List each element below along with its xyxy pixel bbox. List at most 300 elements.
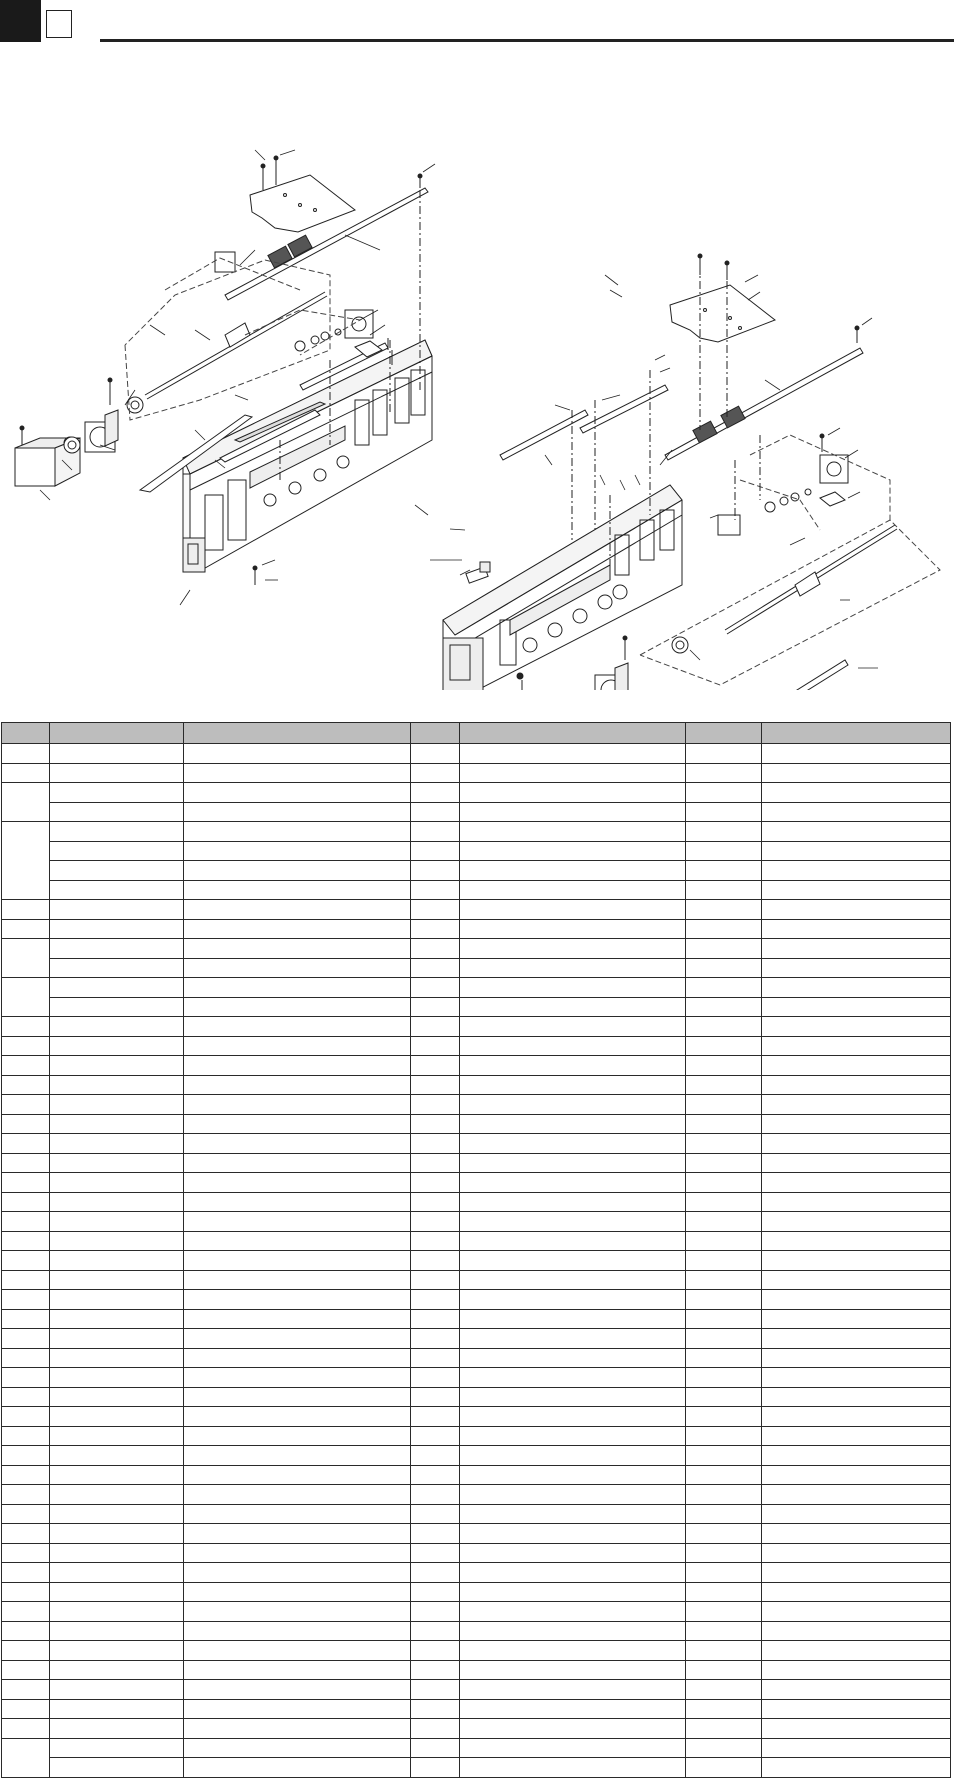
table-cell bbox=[184, 958, 411, 978]
table-cell bbox=[762, 1017, 951, 1037]
table-row bbox=[2, 1290, 951, 1310]
table-cell bbox=[460, 1485, 686, 1505]
table-cell bbox=[50, 1563, 184, 1583]
table-cell bbox=[50, 1446, 184, 1466]
table-cell bbox=[686, 880, 762, 900]
table-cell bbox=[686, 1426, 762, 1446]
table-cell bbox=[184, 1719, 411, 1739]
table-cell bbox=[2, 1524, 50, 1544]
table-cell bbox=[460, 1582, 686, 1602]
table-cell bbox=[50, 1368, 184, 1388]
right-motor-mount bbox=[595, 663, 628, 690]
table-cell bbox=[686, 1056, 762, 1076]
table-cell bbox=[460, 1290, 686, 1310]
table-row bbox=[2, 1114, 951, 1134]
table-cell bbox=[460, 1680, 686, 1700]
table-cell bbox=[762, 939, 951, 959]
table-cell bbox=[2, 1173, 50, 1193]
right-nut-bracket bbox=[718, 515, 740, 535]
table-cell bbox=[460, 1114, 686, 1134]
table-cell bbox=[460, 900, 686, 920]
table-cell bbox=[50, 900, 184, 920]
table-cell bbox=[411, 1173, 460, 1193]
table-cell bbox=[460, 802, 686, 822]
table-cell bbox=[184, 1758, 411, 1778]
table-row bbox=[2, 1192, 951, 1212]
table-row bbox=[2, 1621, 951, 1641]
table-cell bbox=[762, 1270, 951, 1290]
table-cell bbox=[411, 978, 460, 998]
table-cell bbox=[460, 841, 686, 861]
table-cell bbox=[460, 1095, 686, 1115]
table-cell bbox=[2, 1699, 50, 1719]
table-cell bbox=[411, 1504, 460, 1524]
table-cell bbox=[50, 1095, 184, 1115]
table-cell bbox=[184, 822, 411, 842]
table-row bbox=[2, 1641, 951, 1661]
table-cell bbox=[460, 1621, 686, 1641]
table-cell bbox=[50, 1134, 184, 1154]
table-cell bbox=[762, 1075, 951, 1095]
table-cell bbox=[762, 880, 951, 900]
table-cell bbox=[686, 1465, 762, 1485]
table-cell bbox=[184, 1114, 411, 1134]
table-cell bbox=[184, 1543, 411, 1563]
table-cell bbox=[762, 919, 951, 939]
header-rule bbox=[100, 39, 954, 42]
table-cell bbox=[762, 1309, 951, 1329]
table-cell bbox=[184, 1270, 411, 1290]
table-cell bbox=[762, 1407, 951, 1427]
table-cell bbox=[762, 822, 951, 842]
column-header bbox=[50, 723, 184, 744]
table-cell bbox=[184, 1309, 411, 1329]
left-coupling bbox=[64, 437, 80, 453]
table-cell bbox=[50, 1017, 184, 1037]
table-cell bbox=[411, 1680, 460, 1700]
table-cell bbox=[460, 1056, 686, 1076]
table-cell bbox=[50, 1680, 184, 1700]
table-cell bbox=[686, 1543, 762, 1563]
table-cell bbox=[2, 919, 50, 939]
table-cell bbox=[411, 1738, 460, 1758]
table-cell bbox=[184, 919, 411, 939]
table-cell bbox=[762, 1719, 951, 1739]
table-cell bbox=[762, 1465, 951, 1485]
table-cell bbox=[184, 1407, 411, 1427]
table-cell bbox=[762, 1212, 951, 1232]
table-cell bbox=[460, 958, 686, 978]
table-cell bbox=[460, 1134, 686, 1154]
table-cell bbox=[2, 1290, 50, 1310]
table-row bbox=[2, 1387, 951, 1407]
table-cell bbox=[50, 1621, 184, 1641]
table-cell bbox=[762, 1504, 951, 1524]
left-nut-bracket bbox=[215, 252, 235, 272]
table-cell bbox=[50, 1719, 184, 1739]
table-row bbox=[2, 1602, 951, 1622]
table-cell bbox=[686, 802, 762, 822]
table-cell bbox=[184, 861, 411, 881]
table-cell bbox=[2, 1212, 50, 1232]
table-row bbox=[2, 1095, 951, 1115]
table-cell bbox=[184, 1602, 411, 1622]
table-row bbox=[2, 841, 951, 861]
table-cell bbox=[762, 978, 951, 998]
table-cell bbox=[411, 1192, 460, 1212]
table-cell bbox=[50, 1290, 184, 1310]
table-cell bbox=[686, 1017, 762, 1037]
table-cell bbox=[686, 958, 762, 978]
right-upper-linear-guide bbox=[665, 348, 863, 460]
table-cell bbox=[762, 1602, 951, 1622]
column-header bbox=[184, 723, 411, 744]
table-cell bbox=[184, 1465, 411, 1485]
table-cell bbox=[184, 1660, 411, 1680]
table-row bbox=[2, 822, 951, 842]
table-cell bbox=[762, 841, 951, 861]
table-row bbox=[2, 1426, 951, 1446]
table-cell bbox=[762, 900, 951, 920]
table-cell bbox=[50, 802, 184, 822]
table-cell bbox=[762, 1231, 951, 1251]
table-cell bbox=[2, 1368, 50, 1388]
table-cell bbox=[411, 1270, 460, 1290]
table-cell bbox=[460, 1212, 686, 1232]
table-cell bbox=[686, 1348, 762, 1368]
table-row bbox=[2, 958, 951, 978]
table-row bbox=[2, 1524, 951, 1544]
table-cell bbox=[2, 1446, 50, 1466]
table-cell bbox=[686, 1309, 762, 1329]
table-cell bbox=[2, 1348, 50, 1368]
table-cell bbox=[411, 763, 460, 783]
table-cell bbox=[50, 1738, 184, 1758]
table-cell bbox=[686, 1602, 762, 1622]
table-cell bbox=[762, 1582, 951, 1602]
table-cell bbox=[762, 1290, 951, 1310]
table-cell bbox=[686, 1387, 762, 1407]
table-cell bbox=[460, 1368, 686, 1388]
table-cell bbox=[2, 744, 50, 764]
section-marker-block bbox=[0, 0, 41, 42]
table-cell bbox=[411, 1251, 460, 1271]
table-cell bbox=[762, 997, 951, 1017]
table-cell bbox=[762, 861, 951, 881]
table-cell bbox=[411, 919, 460, 939]
table-cell bbox=[460, 1602, 686, 1622]
table-cell bbox=[686, 1699, 762, 1719]
table-cell bbox=[2, 1621, 50, 1641]
table-cell bbox=[184, 1153, 411, 1173]
table-row bbox=[2, 1660, 951, 1680]
table-cell bbox=[50, 822, 184, 842]
table-cell bbox=[460, 1075, 686, 1095]
table-cell bbox=[686, 1621, 762, 1641]
table-cell bbox=[686, 978, 762, 998]
table-cell bbox=[2, 763, 50, 783]
table-row bbox=[2, 1231, 951, 1251]
table-cell bbox=[50, 997, 184, 1017]
table-row bbox=[2, 763, 951, 783]
table-row bbox=[2, 1309, 951, 1329]
table-cell bbox=[762, 763, 951, 783]
table-cell bbox=[50, 1387, 184, 1407]
table-row bbox=[2, 1680, 951, 1700]
table-row bbox=[2, 919, 951, 939]
table-cell bbox=[184, 1290, 411, 1310]
table-cell bbox=[184, 978, 411, 998]
table-cell bbox=[686, 1641, 762, 1661]
table-cell bbox=[50, 1192, 184, 1212]
table-cell bbox=[460, 1719, 686, 1739]
table-cell bbox=[686, 841, 762, 861]
table-cell bbox=[686, 1368, 762, 1388]
table-cell bbox=[411, 997, 460, 1017]
table-cell bbox=[50, 1348, 184, 1368]
table-cell bbox=[411, 1329, 460, 1349]
table-cell bbox=[686, 939, 762, 959]
table-cell bbox=[50, 1270, 184, 1290]
column-header bbox=[2, 723, 50, 744]
table-row bbox=[2, 1738, 951, 1758]
table-cell bbox=[50, 861, 184, 881]
table-row bbox=[2, 1075, 951, 1095]
table-cell bbox=[762, 1056, 951, 1076]
table-cell bbox=[411, 1719, 460, 1739]
table-cell bbox=[762, 1680, 951, 1700]
right-base-frame bbox=[443, 485, 682, 690]
table-cell bbox=[50, 939, 184, 959]
table-row bbox=[2, 1582, 951, 1602]
table-cell bbox=[50, 1699, 184, 1719]
table-cell bbox=[460, 997, 686, 1017]
table-cell bbox=[184, 1446, 411, 1466]
table-row bbox=[2, 1329, 951, 1349]
table-cell bbox=[184, 1504, 411, 1524]
table-cell bbox=[50, 1660, 184, 1680]
table-cell bbox=[460, 1329, 686, 1349]
table-cell bbox=[50, 978, 184, 998]
table-cell bbox=[411, 802, 460, 822]
table-cell bbox=[50, 1231, 184, 1251]
table-cell bbox=[184, 763, 411, 783]
table-cell bbox=[184, 1738, 411, 1758]
table-cell bbox=[762, 1758, 951, 1778]
table-cell bbox=[184, 1387, 411, 1407]
table-cell bbox=[460, 1543, 686, 1563]
table-cell bbox=[411, 1621, 460, 1641]
table-cell bbox=[184, 1348, 411, 1368]
table-cell bbox=[460, 1660, 686, 1680]
table-cell bbox=[686, 1758, 762, 1778]
table-cell bbox=[50, 744, 184, 764]
table-cell bbox=[411, 1387, 460, 1407]
table-cell bbox=[686, 1524, 762, 1544]
table-cell bbox=[2, 1329, 50, 1349]
table-cell bbox=[184, 1036, 411, 1056]
table-cell bbox=[762, 1329, 951, 1349]
table-cell bbox=[686, 900, 762, 920]
table-row bbox=[2, 1719, 951, 1739]
table-cell bbox=[686, 763, 762, 783]
table-cell bbox=[411, 1758, 460, 1778]
table-row bbox=[2, 1543, 951, 1563]
table-cell bbox=[411, 939, 460, 959]
table-cell bbox=[184, 1231, 411, 1251]
table-cell bbox=[686, 1153, 762, 1173]
table-cell bbox=[411, 1153, 460, 1173]
parts-list-table bbox=[1, 722, 951, 1778]
table-cell bbox=[460, 1309, 686, 1329]
table-cell bbox=[411, 822, 460, 842]
table-cell bbox=[460, 1036, 686, 1056]
table-cell bbox=[686, 1192, 762, 1212]
table-cell bbox=[2, 1095, 50, 1115]
table-cell bbox=[686, 1290, 762, 1310]
table-cell bbox=[184, 783, 411, 803]
table-cell bbox=[411, 861, 460, 881]
table-cell bbox=[411, 1309, 460, 1329]
table-cell bbox=[411, 1134, 460, 1154]
table-cell bbox=[686, 744, 762, 764]
table-cell bbox=[460, 1641, 686, 1661]
table-cell bbox=[460, 1407, 686, 1427]
table-cell bbox=[50, 1407, 184, 1427]
table-cell bbox=[460, 1758, 686, 1778]
table-row bbox=[2, 900, 951, 920]
table-cell bbox=[460, 1426, 686, 1446]
table-cell bbox=[686, 1563, 762, 1583]
table-cell bbox=[762, 1524, 951, 1544]
right-rails bbox=[500, 385, 668, 460]
table-cell bbox=[50, 1251, 184, 1271]
table-cell bbox=[2, 783, 50, 822]
table-cell bbox=[50, 1543, 184, 1563]
table-cell bbox=[184, 1056, 411, 1076]
table-cell bbox=[686, 1270, 762, 1290]
table-row bbox=[2, 1758, 951, 1778]
table-cell bbox=[2, 1660, 50, 1680]
right-bearing-housing bbox=[765, 455, 848, 512]
table-cell bbox=[460, 919, 686, 939]
section-number-box bbox=[46, 10, 72, 38]
table-cell bbox=[762, 1738, 951, 1758]
table-cell bbox=[762, 1485, 951, 1505]
table-cell bbox=[50, 841, 184, 861]
table-cell bbox=[411, 1446, 460, 1466]
table-row bbox=[2, 1446, 951, 1466]
table-cell bbox=[184, 1699, 411, 1719]
table-cell bbox=[2, 1738, 50, 1777]
table-cell bbox=[50, 1485, 184, 1505]
table-cell bbox=[184, 1017, 411, 1037]
table-row bbox=[2, 1368, 951, 1388]
table-cell bbox=[460, 763, 686, 783]
table-cell bbox=[460, 1738, 686, 1758]
table-cell bbox=[411, 1660, 460, 1680]
table-cell bbox=[411, 1114, 460, 1134]
table-cell bbox=[686, 1329, 762, 1349]
table-cell bbox=[460, 1173, 686, 1193]
table-cell bbox=[411, 1465, 460, 1485]
table-cell bbox=[2, 1426, 50, 1446]
table-cell bbox=[686, 1719, 762, 1739]
table-cell bbox=[686, 1407, 762, 1427]
table-cell bbox=[686, 1095, 762, 1115]
table-cell bbox=[460, 861, 686, 881]
table-cell bbox=[184, 1621, 411, 1641]
table-cell bbox=[50, 1075, 184, 1095]
table-cell bbox=[411, 1290, 460, 1310]
table-cell bbox=[460, 880, 686, 900]
table-cell bbox=[762, 1621, 951, 1641]
table-cell bbox=[2, 1114, 50, 1134]
table-cell bbox=[184, 900, 411, 920]
table-cell bbox=[50, 1153, 184, 1173]
table-cell bbox=[762, 1036, 951, 1056]
table-cell bbox=[686, 1114, 762, 1134]
table-cell bbox=[460, 1017, 686, 1037]
table-cell bbox=[460, 822, 686, 842]
table-cell bbox=[686, 1738, 762, 1758]
left-base-frame bbox=[183, 340, 432, 572]
table-cell bbox=[762, 1563, 951, 1583]
table-cell bbox=[460, 1231, 686, 1251]
table-cell bbox=[2, 1602, 50, 1622]
table-cell bbox=[50, 1212, 184, 1232]
table-cell bbox=[686, 1231, 762, 1251]
table-cell bbox=[762, 1348, 951, 1368]
table-cell bbox=[411, 1036, 460, 1056]
table-row bbox=[2, 1056, 951, 1076]
table-row bbox=[2, 997, 951, 1017]
table-row bbox=[2, 1173, 951, 1193]
table-row bbox=[2, 1348, 951, 1368]
table-cell bbox=[460, 1465, 686, 1485]
table-cell bbox=[2, 1192, 50, 1212]
table-cell bbox=[762, 1699, 951, 1719]
table-cell bbox=[411, 1231, 460, 1251]
table-cell bbox=[2, 1543, 50, 1563]
table-cell bbox=[460, 939, 686, 959]
table-cell bbox=[762, 1543, 951, 1563]
table-cell bbox=[460, 1387, 686, 1407]
table-cell bbox=[2, 1641, 50, 1661]
table-cell bbox=[762, 783, 951, 803]
table-cell bbox=[686, 783, 762, 803]
table-cell bbox=[762, 1446, 951, 1466]
table-row bbox=[2, 1134, 951, 1154]
table-cell bbox=[2, 1075, 50, 1095]
table-cell bbox=[184, 939, 411, 959]
table-row bbox=[2, 1153, 951, 1173]
table-cell bbox=[460, 744, 686, 764]
table-row bbox=[2, 802, 951, 822]
table-cell bbox=[686, 861, 762, 881]
table-cell bbox=[2, 1407, 50, 1427]
table-cell bbox=[50, 1524, 184, 1544]
table-cell bbox=[460, 1563, 686, 1583]
table-cell bbox=[411, 783, 460, 803]
table-cell bbox=[686, 1134, 762, 1154]
table-cell bbox=[762, 744, 951, 764]
parts-table-body bbox=[2, 744, 951, 1778]
table-cell bbox=[184, 1212, 411, 1232]
table-cell bbox=[411, 1543, 460, 1563]
table-cell bbox=[411, 841, 460, 861]
table-cell bbox=[411, 1348, 460, 1368]
